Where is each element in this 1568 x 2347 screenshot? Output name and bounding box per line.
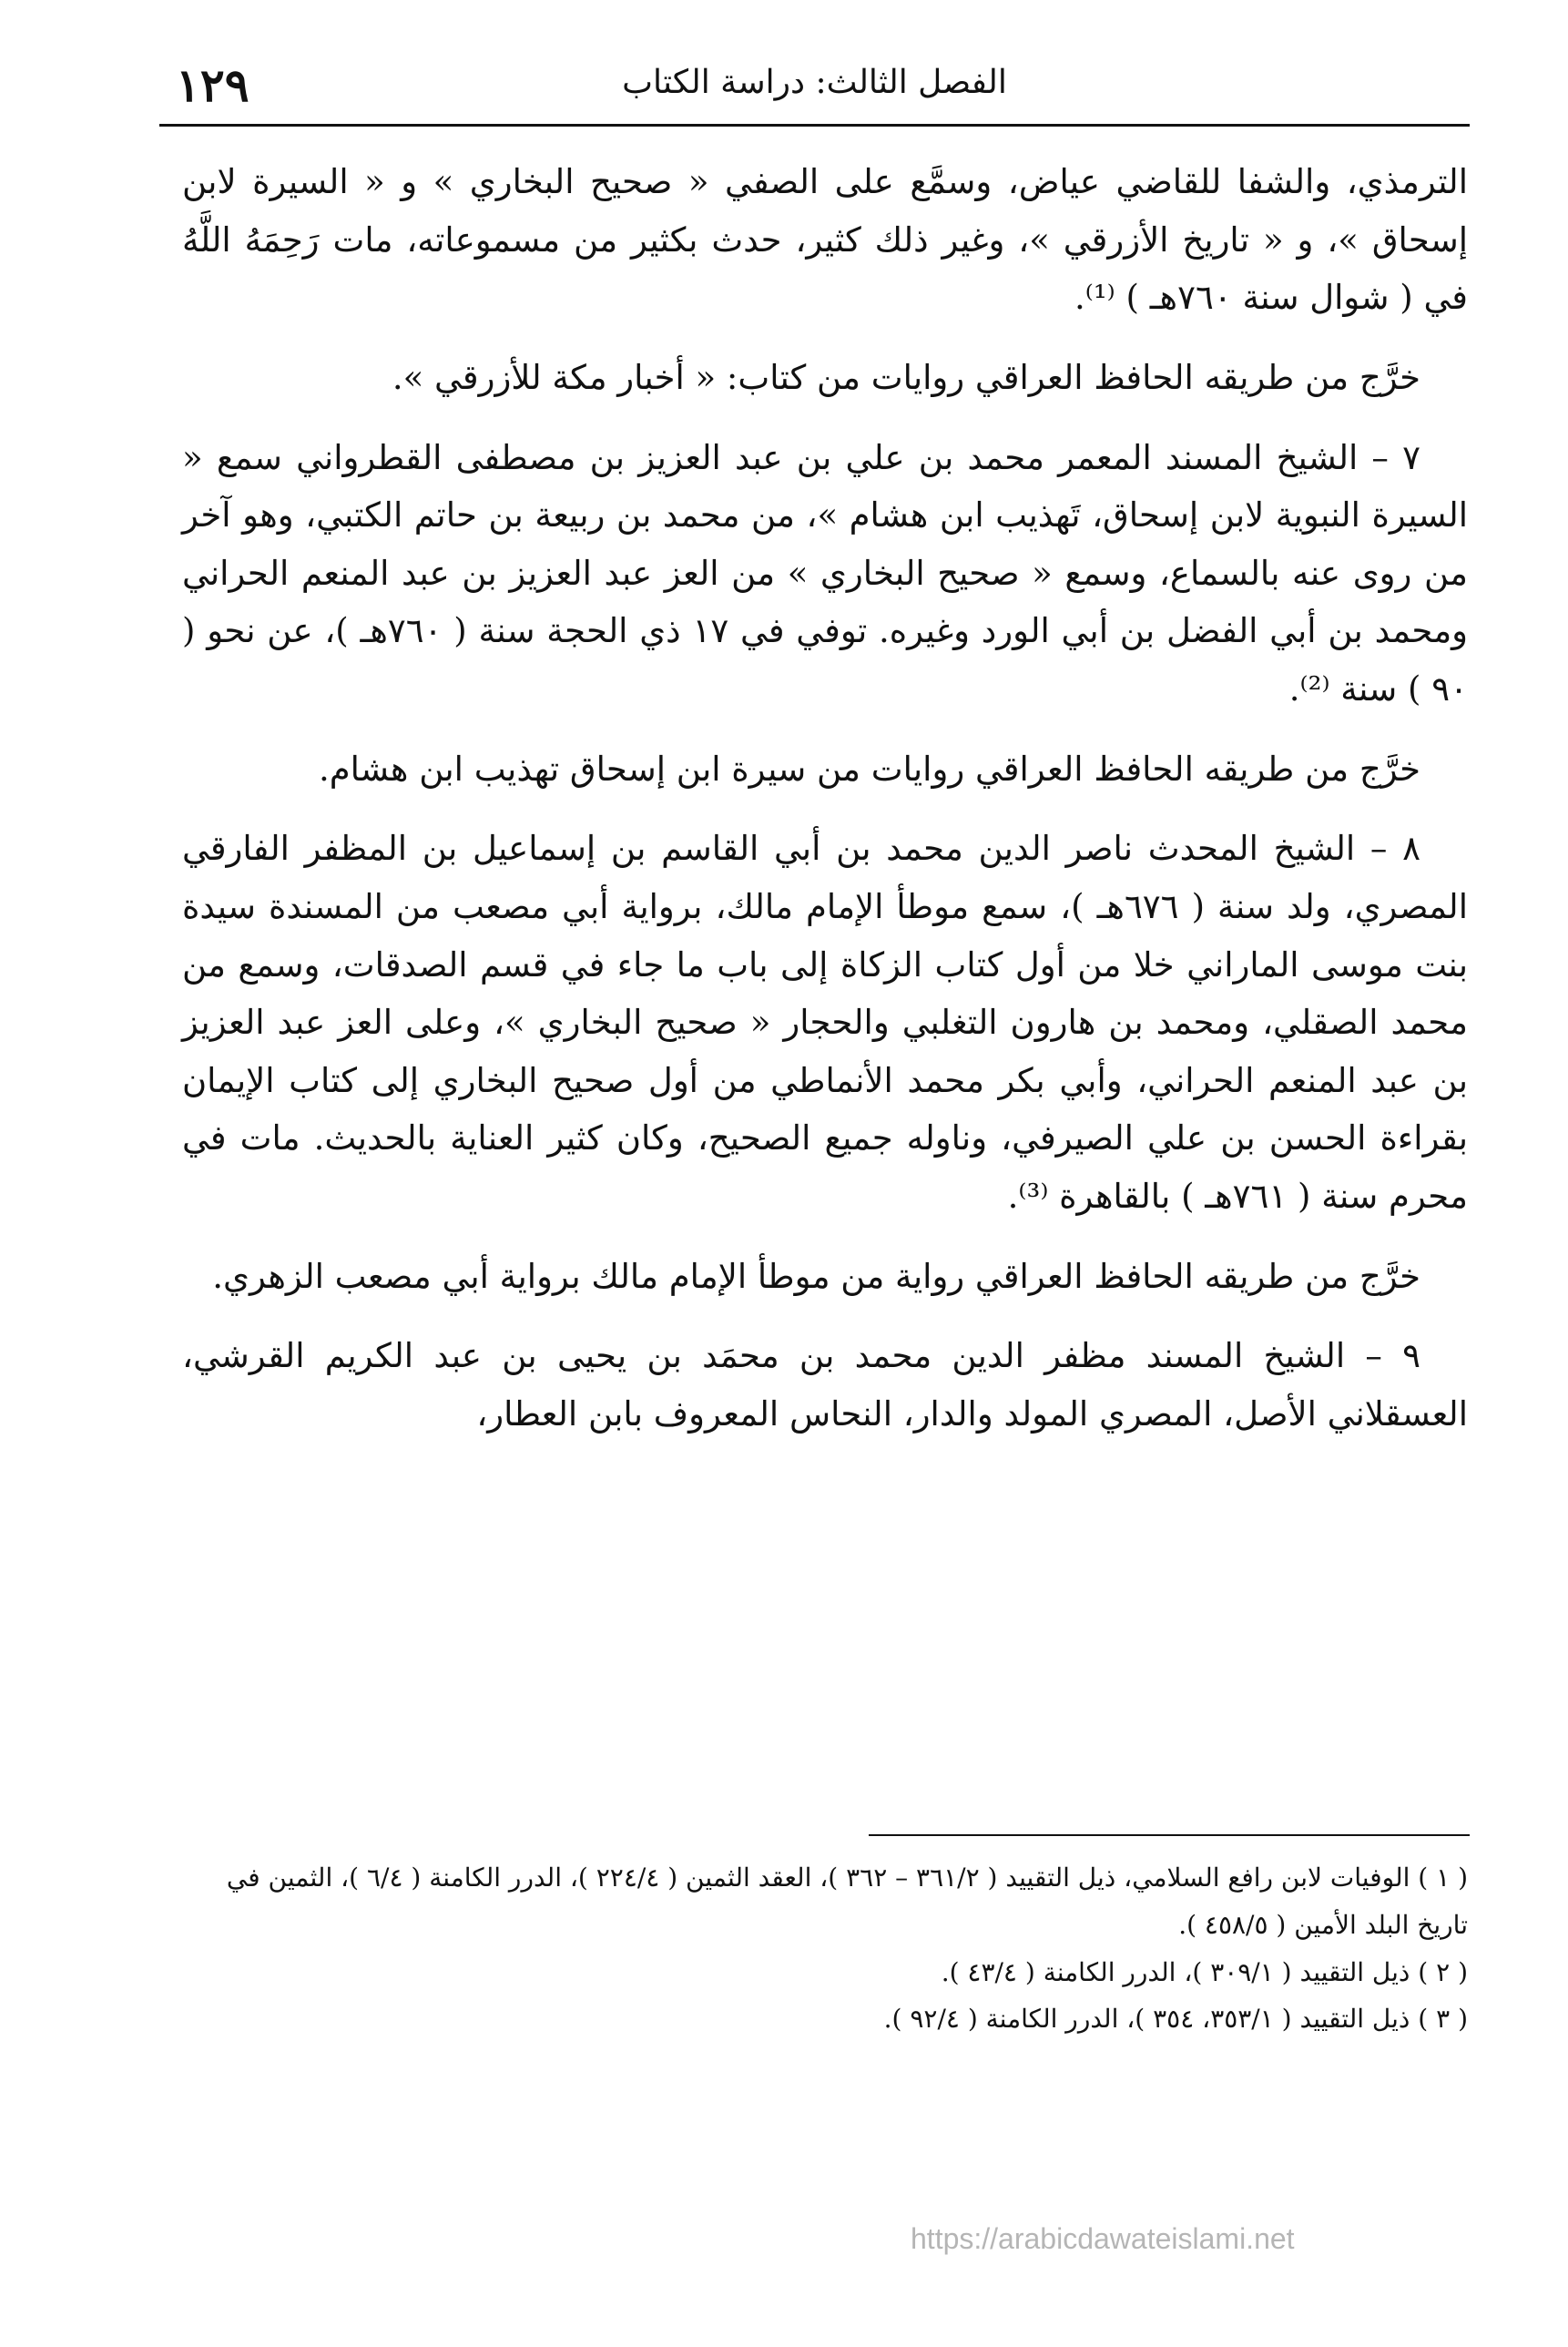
paragraph-section-note: خرَّج من طريقه الحافظ العراقي رواية من موطأ الإمام مالك برواية أبي مصعب الزهري. bbox=[212, 1256, 1420, 1296]
paragraph-entry-9: ٩ – الشيخ المسند مظفر الدين محمد بن محمَد بن يحيى بن عبد الكريم القرشي، العسقلاني الأصل، المصري المولد والدار، النحاس المعروف بابن العطار، bbox=[182, 1336, 1468, 1434]
watermark-url: https://arabicdawateislami.net bbox=[911, 2222, 1295, 2255]
footnote-separator bbox=[869, 1834, 1470, 1836]
footnotes bbox=[182, 1854, 1468, 2043]
paragraph-entry-8: ٨ – الشيخ المحدث ناصر الدين محمد بن أبي القاسم بن إسماعيل بن المظفر الفارقي المصري، ولد سنة ( ٦٧٦هـ )، سمع موطأ الإمام مالك، برواية أبي مصعب من المسندة سيدة بنت موسى الماراني خلا من أول كتاب الزكاة إلى باب ما جاء في قسم الصدقات، وسمع من محمد الصقلي، ومحمد بن هارون التغلبي والحجار « صحيح البخاري »، وعلى العز عبد العزيز بن عبد المنعم الحراني، وأبي بكر محمد الأنماطي من أول صحيح البخاري إلى كتاب الإيمان بقراءة الحسن بن علي الصيرفي، وناوله جميع الصحيح، وكان كثير العناية بالحديث. مات في محرم سنة ( ٧٦١هـ ) بالقاهرة ⁽³⁾. bbox=[182, 829, 1468, 1216]
footnote-1: ( ١ ) الوفيات لابن رافع السلامي، ذيل التقييد ( ٣٦١/٢ – ٣٦٢ )، العقد الثمين ( ٢٢٤/٤ )، الدرر الكامنة ( ٦/٤ )، الثمين في تاريخ البلد الأمين ( ٤٥٨/٥ ). bbox=[226, 1862, 1468, 1940]
main-text bbox=[182, 153, 1468, 1465]
page-number: ١٢٩ bbox=[176, 58, 249, 112]
header-rule bbox=[159, 124, 1470, 127]
paragraph-section-note: خرَّج من طريقه الحافظ العراقي روايات من كتاب: « أخبار مكة للأزرقي ». bbox=[392, 357, 1420, 397]
footnote-2: ( ٢ ) ذيل التقييد ( ٣٠٩/١ )، الدرر الكامنة ( ٤٣/٤ ). bbox=[941, 1956, 1468, 1987]
paragraph-continuation: الترمذي، والشفا للقاضي عياض، وسمَّع على الصفي « صحيح البخاري » و « السيرة لابن إسحاق »، و « تاريخ الأزرقي »، وغير ذلك كثير، حدث بكثير من مسموعاته، مات رَحِمَهُ اللَّهُ في ( شوال سنة ٧٦٠هـ ) ⁽¹⁾. bbox=[182, 162, 1468, 318]
paragraph-section-note: خرَّج من طريقه الحافظ العراقي روايات من سيرة ابن إسحاق تهذيب ابن هشام. bbox=[318, 749, 1420, 789]
footnote-3: ( ٣ ) ذيل التقييد ( ٣٥٣/١، ٣٥٤ )، الدرر الكامنة ( ٩٢/٤ ). bbox=[883, 2004, 1468, 2035]
running-title: الفصل الثالث: دراسة الكتاب bbox=[622, 64, 1007, 101]
page-header bbox=[159, 56, 1470, 129]
paragraph-entry-7: ٧ – الشيخ المسند المعمر محمد بن علي بن عبد العزيز بن مصطفى القطرواني سمع « السيرة النبوية لابن إسحاق، تَهذيب ابن هشام »، من محمد بن ربيعة بن حاتم الكتبي، وهو آخر من روى عنه بالسماع، وسمع « صحيح البخاري » من العز عبد العزيز بن عبد المنعم الحراني ومحمد بن أبي الفضل بن أبي الورد وغيره. توفي في ١٧ ذي الحجة سنة ( ٧٦٠هـ )، عن نحو ( ٩٠ ) سنة ⁽²⁾. bbox=[182, 437, 1469, 709]
